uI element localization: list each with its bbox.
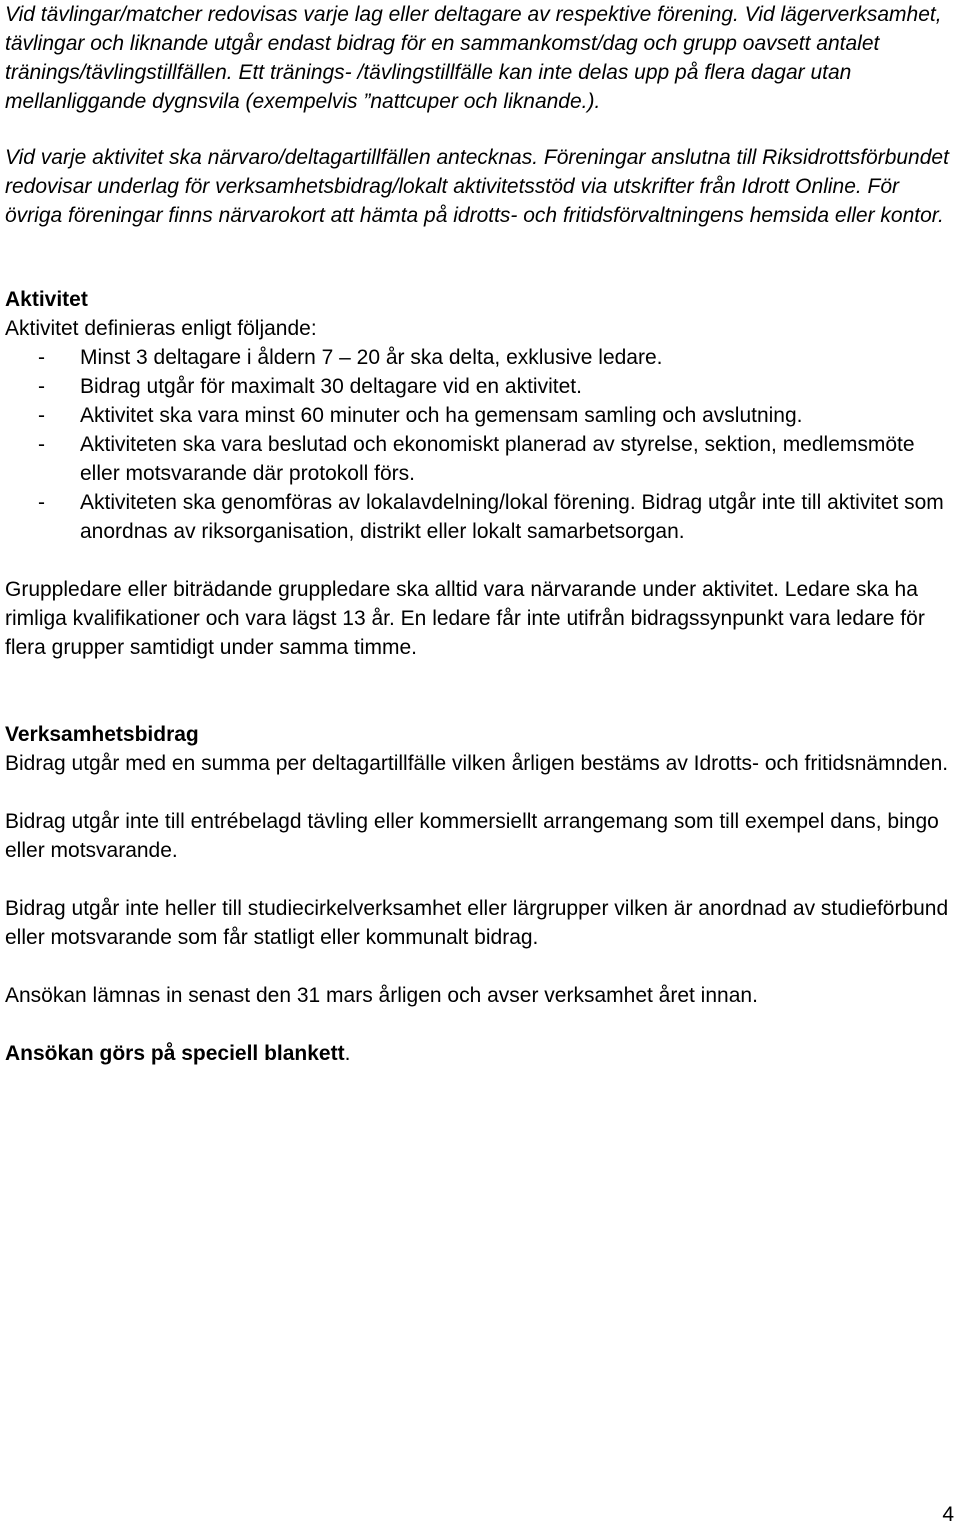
list-item-text: Aktivitet ska vara minst 60 minuter och ha gemensam samling och avslutning. [80,404,803,427]
list-item-text: Minst 3 deltagare i åldern 7 – 20 år ska delta, exklusive ledare. [80,346,663,369]
aktivitet-bullet-list [5,343,955,546]
section-verksamhetsbidrag [5,720,955,1068]
verksamhetsbidrag-paragraph-4: Ansökan lämnas in senast den 31 mars årligen och avser verksamhet året innan. [5,984,758,1007]
aktivitet-lead: Aktivitet definieras enligt följande: [5,317,317,340]
intro-paragraph-1: Vid tävlingar/matcher redovisas varje lag eller deltagare av respektive förening. Vid lägerverksamhet, tävlingar och liknande utgår endast bidrag för en sammankomst/dag och grupp oavsett antalet tränings/tävlingstillfällen. Ett tränings- /tävlingstillfälle kan inte delas upp på flera dagar utan mellanliggande dygnsvila (exempelvis ”nattcuper och liknande.). [5,3,942,113]
list-item-text: Bidrag utgår för maximalt 30 deltagare vid en aktivitet. [80,375,582,398]
verksamhetsbidrag-paragraph-2: Bidrag utgår inte till entrébelagd tävling eller kommersiellt arrangemang som till exempel dans, bingo eller motsvarande. [5,810,939,862]
dash-marker: - [38,491,45,514]
list-item [5,430,955,488]
list-item [5,401,955,430]
dash-marker: - [38,404,45,427]
dash-marker: - [38,433,45,456]
list-item-text: Aktiviteten ska genomföras av lokalavdelning/lokal förening. Bidrag utgår inte till aktivitet som anordnas av riksorganisation, distrikt eller lokalt samarbetsorgan. [80,491,944,543]
section-aktivitet [5,285,955,662]
list-item [5,488,955,546]
verksamhetsbidrag-paragraph-3: Bidrag utgår inte heller till studiecirkelverksamhet eller lärgrupper vilken är anordnad av studieförbund eller motsvarande som får statligt eller kommunalt bidrag. [5,897,949,949]
document-page [5,0,955,1068]
list-item [5,372,955,401]
application-form-note-end: . [344,1042,351,1065]
heading-aktivitet: Aktivitet [5,288,88,311]
intro-paragraph-2: Vid varje aktivitet ska närvaro/deltagartillfällen antecknas. Föreningar anslutna till Riksidrottsförbundet redovisar underlag för verksamhetsbidrag/lokalt aktivitetsstöd via utskrifter från Idrott Online. För övriga föreningar finns närvarokort att hämta på idrotts- och fritidsförvaltningens hemsida eller kontor. [5,146,949,227]
application-form-note: Ansökan görs på speciell blankett [5,1042,345,1065]
page-number: 4 [942,1503,954,1526]
leaders-paragraph: Gruppledare eller biträdande gruppledare ska alltid vara närvarande under aktivitet. Ledare ska ha rimliga kvalifikationer och vara lägst 13 år. En ledare får inte utifrån bidragssynpunkt vara ledare för flera grupper samtidigt under samma timme. [5,578,925,659]
verksamhetsbidrag-paragraph-5 [5,1039,955,1068]
dash-marker: - [38,375,45,398]
verksamhetsbidrag-paragraph-1: Bidrag utgår med en summa per deltagartillfälle vilken årligen bestäms av Idrotts- och fritidsnämnden. [5,752,949,775]
heading-verksamhetsbidrag: Verksamhetsbidrag [5,723,199,746]
list-item-text: Aktiviteten ska vara beslutad och ekonomiskt planerad av styrelse, sektion, medlemsmöte eller motsvarande där protokoll förs. [80,433,915,485]
list-item [5,343,955,372]
dash-marker: - [38,346,45,369]
